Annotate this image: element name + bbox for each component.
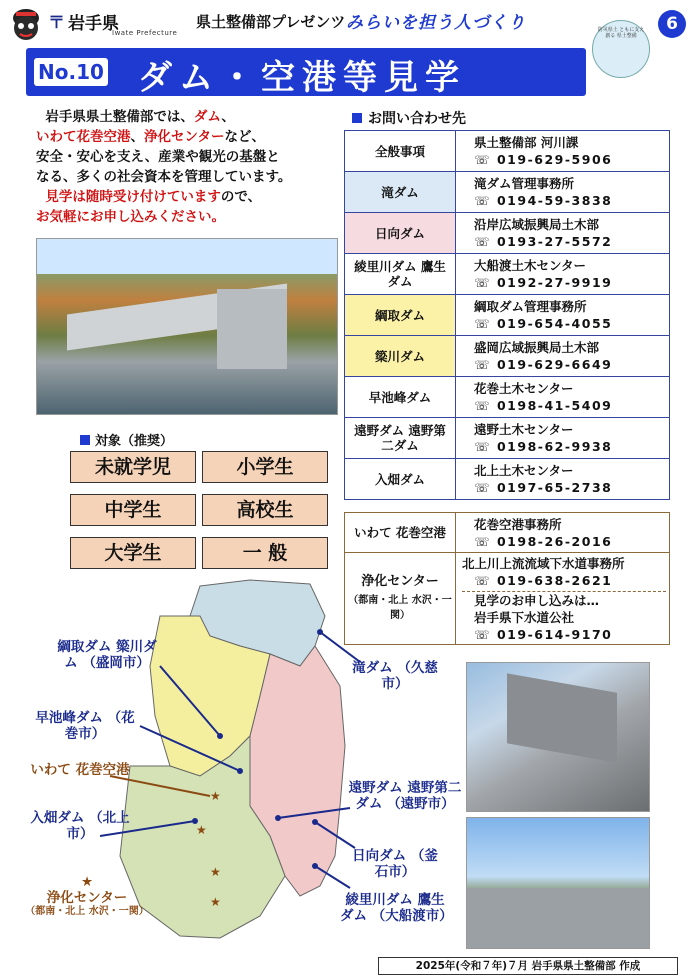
- prefecture-emblem-icon: 〒: [48, 13, 65, 33]
- facility-contact: [456, 213, 670, 254]
- prefecture-name: 岩手県: [68, 14, 119, 34]
- table-row: [345, 295, 670, 336]
- facility-area: （都南・北上 水沢・一関）: [348, 595, 452, 621]
- table-row: [345, 513, 670, 553]
- svg-text:★: ★: [196, 823, 207, 837]
- page-title: ダム・空港等見学: [138, 58, 466, 98]
- office-name: 沿岸広域振興局土木部: [474, 217, 600, 232]
- intro-highlight: 見学は随時受け付けています: [45, 189, 221, 205]
- map-label-tono: 遠野ダム 遠野第二ダム （遠野市）: [348, 780, 462, 812]
- intro-text: [36, 107, 336, 227]
- svg-text:★: ★: [210, 789, 221, 803]
- phone-number[interactable]: ☏ 0193-27-5572: [474, 234, 613, 249]
- table-row: [345, 377, 670, 418]
- mascot-icon: [8, 6, 44, 46]
- facility-contact: [456, 459, 670, 500]
- target-badge: 高校生: [202, 494, 328, 526]
- intro-line: 岩手県県土整備部では、: [45, 109, 194, 125]
- phone-number[interactable]: ☏ 019-638-2621: [474, 572, 613, 588]
- target-badge: 小学生: [202, 451, 328, 483]
- table-row: [345, 336, 670, 377]
- intro-line: ので、: [220, 189, 262, 205]
- facility-name: いわて 花巻空港: [345, 513, 456, 553]
- facility-name: [345, 553, 456, 645]
- facility-name: 早池峰ダム: [345, 377, 456, 418]
- map-label-purify-text: 浄化センター: [46, 890, 128, 906]
- table-row: [345, 553, 670, 645]
- map-label-airport: いわて 花巻空港: [30, 762, 130, 778]
- office-name: 北上土木センター: [474, 463, 574, 478]
- map-label-iribata: 入畑ダム （北上市）: [30, 810, 130, 842]
- facility-contact: [456, 336, 670, 377]
- badge-text: 防災県土 ともに支え創る 県土整備: [597, 27, 645, 39]
- map-label-purify-area: （都南・北上 水沢・一関）: [25, 906, 149, 917]
- intro-line: 、: [221, 109, 235, 125]
- issue-number: No.10: [34, 58, 108, 86]
- facility-contact: [456, 513, 670, 553]
- target-badge: 大学生: [70, 537, 196, 569]
- facility-name: 日向ダム: [345, 213, 456, 254]
- phone-number[interactable]: ☏ 019-654-4055: [474, 316, 613, 331]
- phone-number[interactable]: ☏ 019-629-5906: [474, 152, 613, 167]
- phone-number[interactable]: ☏ 0198-41-5409: [474, 398, 613, 413]
- map-label-hinata: 日向ダム （釜石市）: [352, 848, 438, 880]
- contact-heading: [352, 108, 466, 128]
- facility-name: 遠野ダム 遠野第二ダム: [345, 418, 456, 459]
- table-row: [345, 131, 670, 172]
- phone-number[interactable]: ☏ 0198-26-2016: [474, 533, 613, 549]
- office-name: 岩手県下水道公社: [474, 609, 575, 625]
- phone-number[interactable]: ☏ 0192-27-9919: [474, 275, 613, 290]
- tagline: みらいを担う人づくり: [346, 13, 526, 33]
- map-label-taki: 滝ダム （久慈市）: [352, 660, 438, 692]
- facility-contact: [456, 131, 670, 172]
- svg-text:★: ★: [210, 895, 221, 909]
- facility-name: 綱取ダム: [345, 295, 456, 336]
- office-name: 北上川上流流域下水道事務所: [462, 555, 625, 571]
- svg-text:★: ★: [210, 865, 221, 879]
- facility-contact: [456, 295, 670, 336]
- office-name: 盛岡広域振興局土木部: [474, 340, 600, 355]
- office-name: 滝ダム管理事務所: [474, 176, 575, 191]
- prefecture-name-en: Iwate Prefecture: [112, 29, 178, 37]
- phone-number[interactable]: ☏ 0197-65-2738: [474, 480, 613, 495]
- facility-name: 全般事項: [345, 131, 456, 172]
- facility-name-text: 浄化センター: [361, 574, 439, 589]
- intro-line: 安全・安心を支え、産業や観光の基盤と: [36, 149, 280, 165]
- target-badge: 未就学児: [70, 451, 196, 483]
- phone-number[interactable]: ☏ 0194-59-3838: [474, 193, 613, 208]
- intro-line: 、: [130, 129, 144, 145]
- table-row: [345, 418, 670, 459]
- footer-credit: 2025年(令和７年)７月 岩手県県土整備部 作成: [378, 957, 678, 975]
- purify-star-icon: ★: [80, 874, 94, 890]
- title-bar: [26, 48, 586, 96]
- intro-highlight: ダム: [193, 109, 222, 125]
- table-row: [345, 213, 670, 254]
- contact-table: [344, 130, 670, 500]
- facility-contact-table: [344, 512, 670, 645]
- table-row: [345, 459, 670, 500]
- dam-group-photo: [36, 238, 338, 415]
- target-heading: [80, 430, 173, 449]
- table-row: [345, 254, 670, 295]
- intro-highlight: 浄化センター: [144, 129, 225, 145]
- students-visit-photo: [466, 817, 650, 949]
- intro-highlight: お気軽にお申し込みください。: [36, 209, 225, 225]
- facility-contact: [456, 254, 670, 295]
- target-badge: 中学生: [70, 494, 196, 526]
- facility-name: 入畑ダム: [345, 459, 456, 500]
- target-heading-text: 対象（推奨）: [95, 434, 174, 449]
- office-name: 花巻空港事務所: [474, 516, 562, 532]
- intro-line: など、: [224, 129, 265, 145]
- header: [8, 6, 680, 40]
- office-name: 綱取ダム管理事務所: [474, 299, 587, 314]
- phone-number[interactable]: ☏ 019-629-6649: [474, 357, 613, 372]
- map-label-tsunatori: 綱取ダム 簗川ダム （盛岡市）: [57, 639, 157, 671]
- facility-contact: [456, 418, 670, 459]
- contact-heading-text: お問い合わせ先: [368, 111, 466, 127]
- department-presents: 県土整備部プレゼンツ: [196, 13, 346, 31]
- intro-line: なる、多くの社会資本を管理しています。: [36, 169, 292, 185]
- office-name: 花巻土木センター: [474, 381, 574, 396]
- phone-number[interactable]: ☏ 019-614-9170: [474, 626, 613, 642]
- facility-contact: [456, 553, 670, 645]
- office-name: 遠野土木センター: [474, 422, 574, 437]
- facility-name: 滝ダム: [345, 172, 456, 213]
- facility-contact: [456, 172, 670, 213]
- application-note: 見学のお申し込みは…: [474, 592, 600, 608]
- target-badge: 一 般: [202, 537, 328, 569]
- prefecture-map-badge-icon: [592, 20, 650, 78]
- facility-contact: [456, 377, 670, 418]
- office-name: 県土整備部 河川課: [474, 135, 579, 150]
- office-name: 大船渡土木センター: [474, 258, 587, 273]
- facility-name: 簗川ダム: [345, 336, 456, 377]
- map-label-ryori: 綾里川ダム 鷹生ダム （大船渡市）: [340, 892, 453, 924]
- map-label-hayachine: 早池峰ダム （花巻市）: [35, 710, 135, 742]
- dam-visit-photo: [466, 662, 650, 812]
- phone-number[interactable]: ☏ 0198-62-9938: [474, 439, 613, 454]
- page-number: 6: [658, 10, 686, 38]
- facility-name: 綾里川ダム 鷹生ダム: [345, 254, 456, 295]
- map-label-purify: [22, 874, 152, 918]
- intro-highlight: いわて花巻空港: [36, 129, 131, 145]
- table-row: [345, 172, 670, 213]
